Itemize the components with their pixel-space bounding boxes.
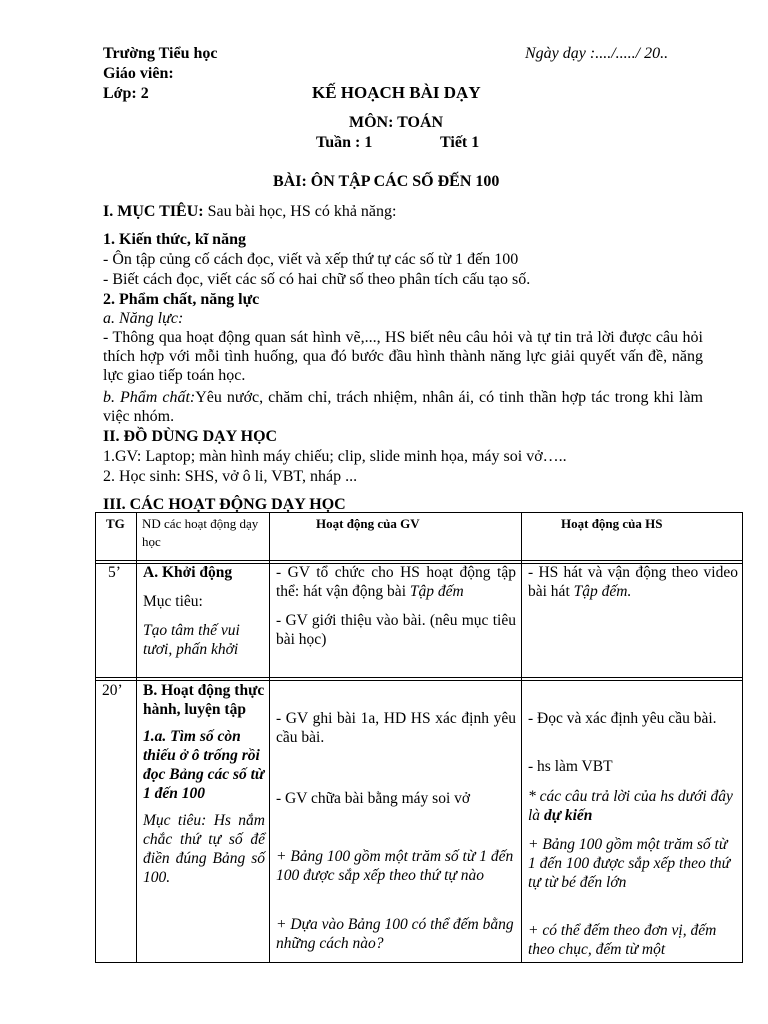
row2-student-answer-1: + Bảng 100 gồm một trăm số từ 1 đến 100 được sắp xếp theo thứ tự từ bé đến lớn — [528, 836, 731, 891]
row1-student-song: Tập đếm. — [573, 583, 632, 600]
quality-paragraph — [103, 388, 703, 426]
row1-student — [528, 563, 738, 601]
row2-task: 1.a. Tìm số còn thiếu ở ô trống rồi đọc Bảng các số từ 1 đến 100 — [143, 728, 265, 802]
materials-student: 2. Học sinh: SHS, vở ô li, VBT, nháp ... — [103, 468, 358, 485]
quality-label: b. Phẩm chất: — [103, 389, 196, 406]
header-hs: Hoạt động của HS — [561, 516, 663, 531]
materials-heading: II. ĐỒ DÙNG DẠY HỌC — [103, 428, 278, 445]
teacher-label: Giáo viên: — [103, 65, 174, 82]
class-label: Lớp: 2 — [103, 85, 149, 102]
row1-song-title: Tập đếm — [409, 583, 464, 600]
row2-student-work: - hs làm VBT — [528, 758, 613, 775]
row1-goal: Tạo tâm thế vui tươi, phấn khởi — [143, 622, 240, 658]
knowledge-heading: 1. Kiến thức, kĩ năng — [103, 231, 246, 248]
header-nd: ND các hoạt động dạy học — [142, 516, 259, 549]
row1-teacher-activity — [276, 563, 516, 601]
row2-time: 20’ — [102, 682, 123, 699]
header-gv: Hoạt động của GV — [316, 516, 420, 531]
row1-teacher-intro: - GV giới thiệu vào bài. (nêu mục tiêu bài học) — [276, 612, 516, 648]
row1-teacher-text: - GV tổ chức cho HS hoạt động tập thể: hát vận động bài — [276, 564, 516, 600]
knowledge-line-1: - Ôn tập củng cố cách đọc, viết và xếp thứ tự các số từ 1 đến 100 — [103, 251, 519, 268]
row2-student-answer-2: + có thể đếm theo đơn vị, đếm theo chục, đếm từ một — [528, 922, 717, 958]
row2-student-read: - Đọc và xác định yêu cầu bài. — [528, 710, 717, 727]
row2-note-text: * các câu trả lời của hs dưới đây là — [528, 788, 733, 824]
materials-teacher: 1.GV: Laptop; màn hình máy chiếu; clip, slide minh họa, máy soi vở….. — [103, 448, 567, 465]
activities-table — [95, 512, 743, 963]
row2-content — [143, 681, 265, 887]
row1-teacher — [276, 563, 516, 649]
row1-student-text: - HS hát và vận động theo video bài hát — [528, 564, 738, 600]
row2-teacher-guide: - GV ghi bài 1a, HD HS xác định yêu cầu bài. — [276, 710, 516, 746]
competence-label: a. Năng lực: — [103, 310, 184, 327]
row2-student-note — [528, 787, 738, 825]
objectives-intro: Sau bài học, HS có khả năng: — [203, 203, 397, 220]
row2-title: B. Hoạt động thực hành, luyện tập — [143, 682, 265, 718]
objectives-heading: I. MỤC TIÊU: — [103, 203, 204, 220]
header-tg: TG — [106, 516, 125, 531]
period-label: Tiết 1 — [440, 134, 480, 151]
row1-content — [143, 563, 265, 659]
school-name: Trường Tiểu học — [103, 45, 218, 62]
plan-title: KẾ HOẠCH BÀI DẠY — [312, 83, 481, 102]
teaching-date: Ngày dạy :..../...../ 20.. — [525, 45, 669, 62]
activities-heading: III. CÁC HOẠT ĐỘNG DẠY HỌC — [103, 496, 346, 513]
quality-text: Yêu nước, chăm chỉ, trách nhiệm, nhân ái, có tinh thần hợp tác trong khi làm việc nhóm. — [103, 389, 704, 425]
row1-student-activity — [528, 563, 738, 601]
quality-heading: 2. Phẩm chất, năng lực — [103, 291, 260, 308]
row1-goal-label: Mục tiêu: — [143, 593, 203, 610]
row2-teacher-correct: - GV chữa bài bằng máy soi vở — [276, 790, 471, 807]
competence-paragraph: - Thông qua hoạt động quan sát hình vẽ,..., HS biết nêu câu hỏi và tự tin trả lời được câu hỏi thích hợp với mỗi tình huống, qua đó bước đầu hình thành năng lực giải quyết vấn đề, năng lực giao tiếp toán học. — [103, 329, 703, 384]
week-label: Tuần : 1 — [316, 134, 373, 151]
row2-note-bold: dự kiến — [543, 807, 593, 824]
row2-teacher-question-1: + Bảng 100 gồm một trăm số từ 1 đến 100 được sắp xếp theo thứ tự nào — [276, 848, 514, 884]
row1-time: 5’ — [108, 564, 121, 581]
row2-teacher-question-2: + Dựa vào Bảng 100 có thể đếm bằng những cách nào? — [276, 916, 514, 952]
knowledge-line-2: - Biết cách đọc, viết các số có hai chữ số theo phân tích cấu tạo số. — [103, 271, 531, 288]
objectives-line — [103, 202, 396, 221]
row1-title: A. Khởi động — [143, 564, 233, 581]
row2-goal: Mục tiêu: Hs nắm chắc thứ tự số để điền đúng Bảng số 100. — [143, 812, 265, 886]
lesson-title: BÀI: ÔN TẬP CÁC SỐ ĐẾN 100 — [273, 173, 500, 190]
subject-title: MÔN: TOÁN — [349, 114, 444, 131]
